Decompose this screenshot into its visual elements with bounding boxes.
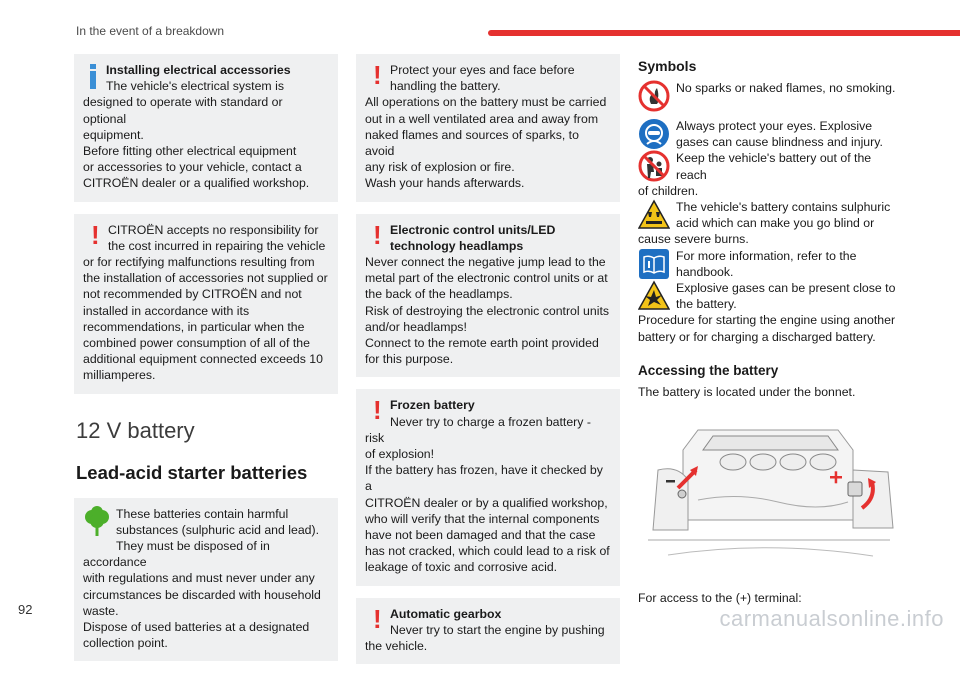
text-line: leakage of toxic and corrosive acid. <box>365 560 558 575</box>
warning-exclamation-icon <box>365 397 387 427</box>
text-line: Always protect your eyes. Explosive <box>676 119 873 133</box>
warning-box-responsibility <box>74 214 338 394</box>
eco-tree-icon <box>83 506 113 540</box>
text-line: collection point. <box>83 636 168 651</box>
warning-box-automatic-gearbox <box>356 598 620 665</box>
text-line: Protect your eyes and face before <box>390 63 575 77</box>
text-line: circumstances be discarded with household <box>83 587 321 602</box>
text-line: substances (sulphuric acid and lead). <box>116 522 320 537</box>
text-line: Explosive gases can be present close to <box>676 281 896 296</box>
box-title: Automatic gearbox <box>390 606 502 621</box>
text-line: and/or headlamps! <box>365 319 467 334</box>
explosive-gas-icon <box>638 280 672 312</box>
text-line: CITROËN dealer or by a qualified workshop, <box>365 495 608 510</box>
text-line: naked flames and sources of sparks, to avoid <box>365 127 579 159</box>
text-line: handbook. <box>676 264 734 279</box>
handbook-icon <box>638 248 672 280</box>
procedure-text <box>638 312 902 344</box>
box-title: Frozen battery <box>390 398 475 413</box>
text-line: Risk of destroying the electronic control units <box>365 303 610 318</box>
text-line: recommendations, in particular when the <box>83 319 305 334</box>
text-line: If the battery has frozen, have it checked by a <box>365 463 603 494</box>
text-line: equipment. <box>83 127 144 142</box>
column-right <box>638 54 902 606</box>
text-line: who will verify that the internal components <box>365 511 600 526</box>
warning-exclamation-icon <box>365 606 387 636</box>
warning-exclamation-icon <box>365 222 387 252</box>
eye-protection-icon <box>638 118 672 150</box>
text-line: the battery. <box>676 297 737 312</box>
warning-exclamation-icon <box>83 222 105 252</box>
info-box-electrical-accessories <box>74 54 338 202</box>
text-line: or for rectifying malfunctions resulting from <box>83 255 315 270</box>
text-line: of children. <box>638 183 699 198</box>
symbol-explosive-gas <box>638 280 902 312</box>
text-line: For more information, refer to the <box>676 248 857 263</box>
battery-location-text: The battery is located under the bonnet. <box>638 384 856 399</box>
text-line: They must be disposed of in accordance <box>83 539 270 570</box>
text-line: the installation of accessories not supplied or <box>83 271 328 286</box>
text-line: the cost incurred in repairing the vehicle <box>108 238 326 253</box>
header-accent-bar <box>488 30 960 36</box>
text-line: installed in accordance with its <box>83 303 250 318</box>
text-line: These batteries contain harmful <box>116 506 289 521</box>
text-line: waste. <box>83 603 119 618</box>
warning-box-ecu-headlamps <box>356 214 620 378</box>
page-number: 92 <box>18 602 33 617</box>
text-line: out in a well ventilated area and away from <box>365 111 599 126</box>
symbol-no-flames <box>638 80 902 112</box>
keep-away-children-icon <box>638 150 672 182</box>
text-line: additional equipment connected exceeds 10 <box>83 352 323 367</box>
text-line: has not cracked, which could lead to a risk of <box>365 544 610 559</box>
text-line: metal part of the electronic control units or at <box>365 271 608 286</box>
text-line: any risk of explosion or fire. <box>365 160 515 175</box>
symbols-heading: Symbols <box>638 58 697 74</box>
text-line: with regulations and must never under any <box>83 571 315 586</box>
text-line: All operations on the battery must be carried <box>365 95 607 110</box>
text-line: CITROËN accepts no responsibility for <box>108 222 319 237</box>
warning-box-protect-eyes <box>356 54 620 202</box>
text-line: gases can cause blindness and injury. <box>676 135 883 150</box>
text-line: Procedure for starting the engine using another <box>638 313 896 328</box>
watermark-logo: carmanualsonline.info <box>719 606 944 631</box>
text-line: No sparks or naked flames, no smoking. <box>676 81 896 95</box>
text-line: The vehicle's electrical system is <box>106 79 284 94</box>
column-middle <box>356 54 620 676</box>
terminal-access-text: For access to the (+) terminal: <box>638 591 802 606</box>
text-line: Never connect the negative jump lead to the <box>365 255 606 270</box>
text-line: cause severe burns. <box>638 232 749 247</box>
corrosive-acid-icon <box>638 199 672 231</box>
symbol-eye-protection <box>638 118 902 150</box>
text-line: acid which can make you go blind or <box>676 216 875 231</box>
section-title: 12 V battery <box>76 417 195 443</box>
text-line: have not been damaged and that the case <box>365 528 596 543</box>
eco-box-disposal <box>74 498 338 662</box>
text-line: Connect to the remote earth point provided <box>365 336 599 351</box>
symbol-handbook <box>638 248 902 280</box>
text-line: for this purpose. <box>365 352 454 367</box>
text-line: Never try to charge a frozen battery - risk <box>365 414 591 445</box>
text-line: CITROËN dealer or a qualified workshop. <box>83 176 310 191</box>
text-line: Dispose of used batteries at a designated <box>83 620 310 635</box>
symbol-corrosive-acid <box>638 199 902 248</box>
text-line: the back of the headlamps. <box>365 287 513 302</box>
warning-box-frozen-battery <box>356 389 620 585</box>
column-left <box>74 54 338 673</box>
text-line: Keep the vehicle's battery out of the reach <box>676 151 872 182</box>
text-line: milliamperes. <box>83 368 156 383</box>
text-line: combined power consumption of all of the <box>83 336 310 351</box>
warning-exclamation-icon <box>365 62 387 92</box>
section-header: In the event of a breakdown <box>76 24 225 38</box>
accessing-battery-heading: Accessing the battery <box>638 362 779 378</box>
box-title: technology headlamps <box>390 238 524 253</box>
no-flames-icon <box>638 80 672 112</box>
info-icon <box>83 62 103 92</box>
box-title: Installing electrical accessories <box>106 63 291 77</box>
text-line: The vehicle's battery contains sulphuric <box>676 200 891 215</box>
text-line: not recommended by CITROËN and not <box>83 287 302 302</box>
subsection-title: Lead-acid starter batteries <box>76 461 308 483</box>
text-line: or accessories to your vehicle, contact a <box>83 160 302 175</box>
text-line: Never try to start the engine by pushing <box>390 622 605 637</box>
text-line: the vehicle. <box>365 639 428 654</box>
box-title: Electronic control units/LED <box>390 222 556 237</box>
text-line: designed to operate with standard or optional <box>83 95 283 126</box>
text-line: battery or for charging a discharged battery. <box>638 329 876 344</box>
text-line: Before fitting other electrical equipment <box>83 144 297 159</box>
engine-bay-illustration <box>638 410 900 576</box>
text-line: of explosion! <box>365 447 435 462</box>
text-line: handling the battery. <box>390 79 501 94</box>
symbol-keep-from-children <box>638 150 902 199</box>
text-line: Wash your hands afterwards. <box>365 176 525 191</box>
